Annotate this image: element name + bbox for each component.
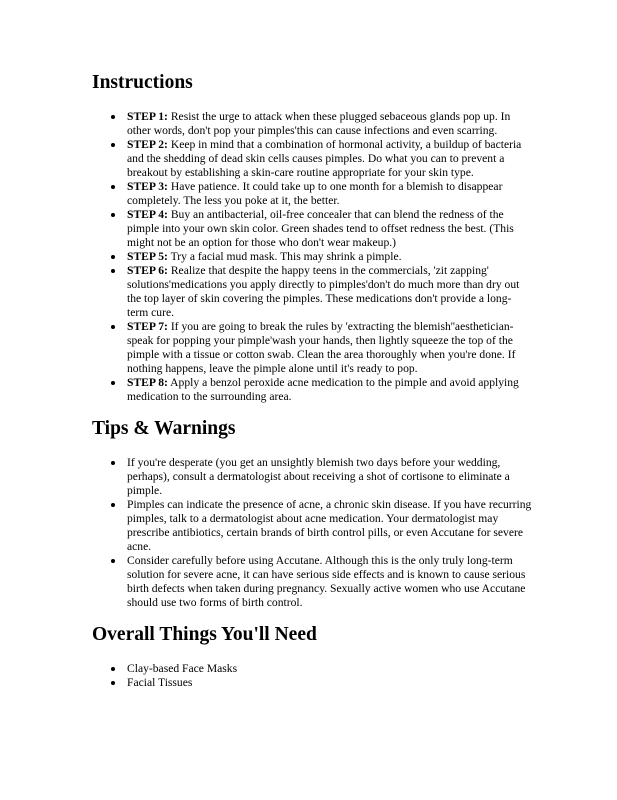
tips-list	[92, 456, 532, 610]
list-item	[92, 208, 532, 250]
step-label: STEP 7:	[127, 320, 168, 333]
document-page	[92, 70, 532, 690]
list-item: Consider carefully before using Accutane. Although this is the only truly long-term solution for severe acne, it can have serious side effects and is known to cause serious birth defects when taken during pregnancy. Sexually active women who use Accutane should use two forms of birth control.	[92, 554, 532, 610]
step-text: Apply a benzol peroxide acne medication to the pimple and avoid applying medication to the surrounding area.	[127, 376, 519, 403]
step-text: If you are going to break the rules by 'extracting the blemish''aesthetician-speak for popping your pimple'wash your hands, then lightly squeeze the top of the pimple with a tissue or cotton swab. Clean the area thoroughly when you're done. If nothing happens, leave the pimple alone until it's ready to pop.	[127, 320, 516, 375]
step-label: STEP 5:	[127, 250, 168, 263]
step-label: STEP 8:	[127, 376, 168, 389]
list-item: Pimples can indicate the presence of acne, a chronic skin disease. If you have recurring pimples, talk to a dermatologist about acne medication. Your dermatologist may prescribe antibiotics, certain brands of birth control pills, or even Accutane for severe acne.	[92, 498, 532, 554]
tips-heading: Tips & Warnings	[92, 418, 236, 439]
step-text: Realize that despite the happy teens in the commercials, 'zit zapping' solutions'medications you apply directly to pimples'don't do much more than dry out the top layer of skin covering the pimples. These medications don't provide a long-term cure.	[127, 264, 520, 319]
list-item: Clay-based Face Masks	[92, 662, 532, 676]
step-label: STEP 4:	[127, 208, 168, 221]
needs-heading: Overall Things You'll Need	[92, 624, 317, 645]
step-text: Keep in mind that a combination of hormonal activity, a buildup of bacteria and the shedding of dead skin cells causes pimples. Do what you can to prevent a breakout by establishing a skin-care routine appropriate for your skin type.	[127, 138, 522, 179]
step-label: STEP 1:	[127, 110, 168, 123]
instructions-heading: Instructions	[92, 72, 193, 93]
list-item: Facial Tissues	[92, 676, 532, 690]
list-item: If you're desperate (you get an unsightly blemish two days before your wedding, perhaps), consult a dermatologist about receiving a shot of cortisone to eliminate a pimple.	[92, 456, 532, 498]
step-label: STEP 6:	[127, 264, 168, 277]
step-label: STEP 2:	[127, 138, 168, 151]
list-item	[92, 264, 532, 320]
list-item	[92, 376, 532, 404]
step-text: Buy an antibacterial, oil-free concealer that can blend the redness of the pimple into your own skin color. Green shades tend to offset redness the best. (This might not be an option for those who don't wear makeup.)	[127, 208, 514, 249]
step-label: STEP 3:	[127, 180, 168, 193]
list-item	[92, 180, 532, 208]
step-text: Have patience. It could take up to one month for a blemish to disappear completely. The less you poke at it, the better.	[127, 180, 503, 207]
step-text: Resist the urge to attack when these plugged sebaceous glands pop up. In other words, don't pop your pimples'this can cause infections and even scarring.	[127, 110, 511, 137]
list-item	[92, 250, 532, 264]
needs-list	[92, 662, 532, 690]
list-item	[92, 138, 532, 180]
list-item	[92, 110, 532, 138]
list-item	[92, 320, 532, 376]
step-text: Try a facial mud mask. This may shrink a pimple.	[167, 250, 402, 263]
instructions-list	[92, 110, 532, 404]
